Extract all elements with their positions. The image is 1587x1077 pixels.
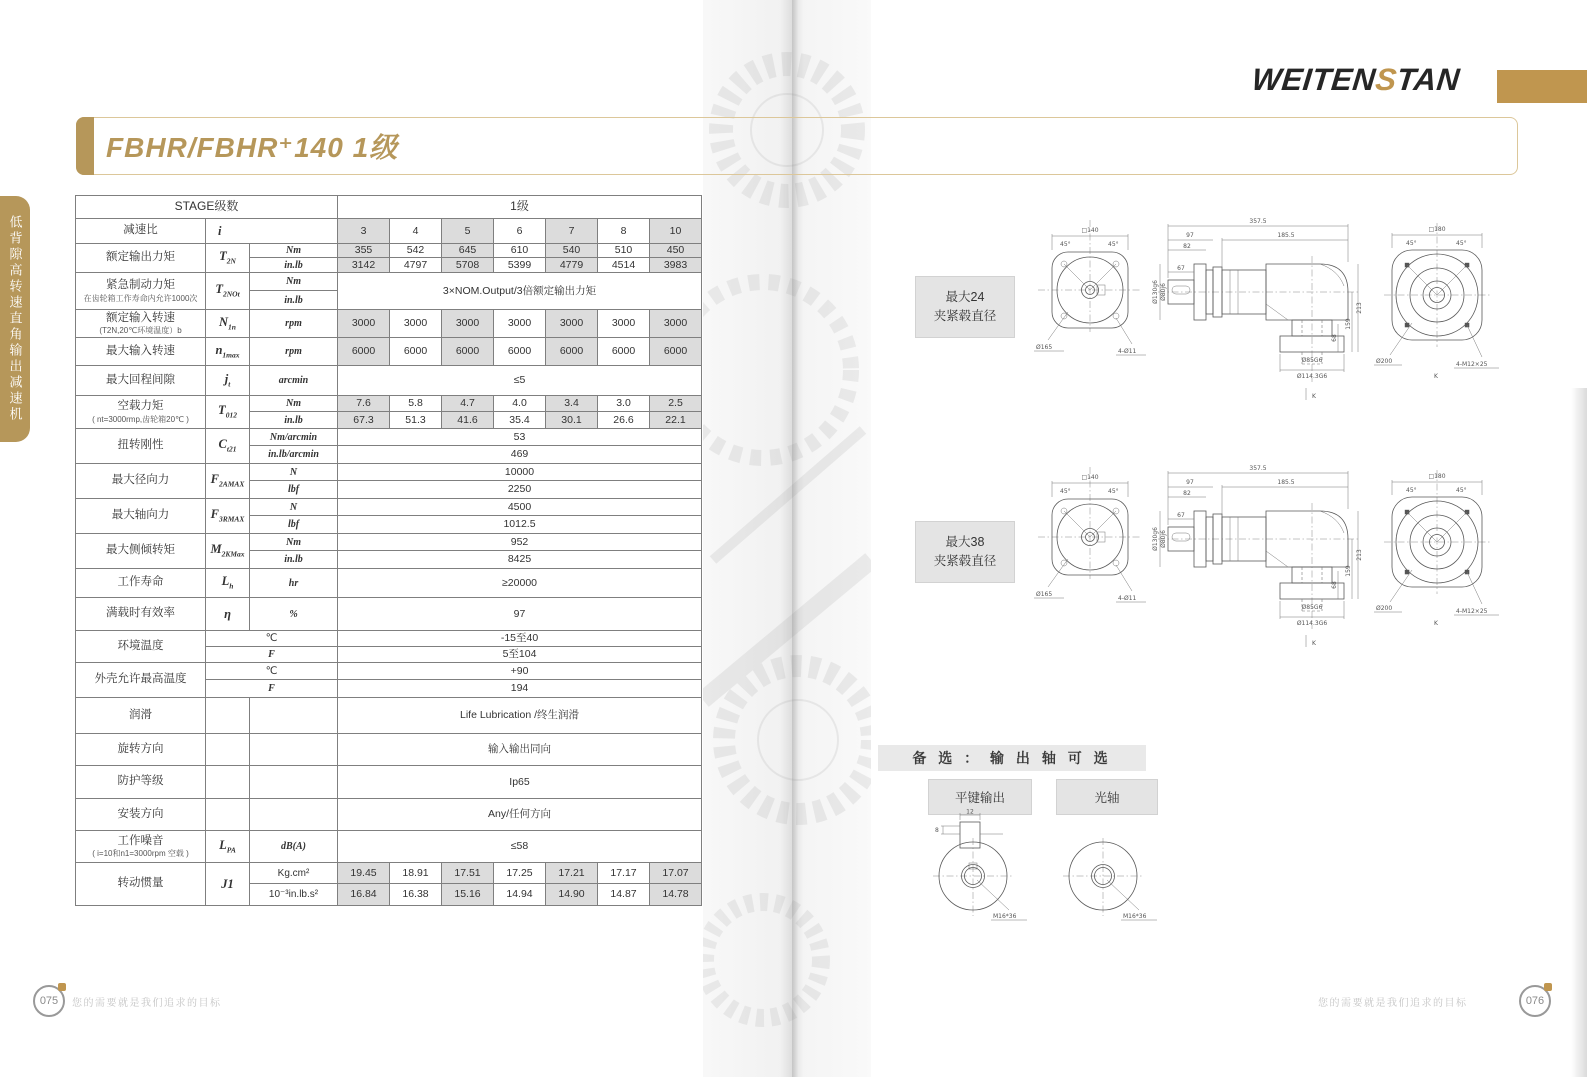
spec-cell: $N_{1n}$ xyxy=(206,310,250,338)
technical-drawing xyxy=(915,808,1030,926)
spec-cell: 3000 xyxy=(390,310,442,338)
spec-cell: 4 xyxy=(390,219,442,244)
spec-cell: 防护等级 xyxy=(76,766,206,799)
svg-text:K: K xyxy=(1434,620,1438,626)
spec-cell: 最大轴向力 xyxy=(76,499,206,534)
spec-cell: in.lb xyxy=(250,412,338,429)
spec-table xyxy=(75,195,702,906)
spec-cell: 减速比 xyxy=(76,219,206,244)
spec-cell: 4.0 xyxy=(494,396,546,412)
spec-cell: 旋转方向 xyxy=(76,734,206,766)
options-header: 备 选 ： 输 出 轴 可 选 xyxy=(878,745,1146,771)
spec-cell: 2250 xyxy=(338,481,702,499)
svg-text:45°: 45° xyxy=(1456,487,1467,494)
spec-cell: 转动惯量 xyxy=(76,863,206,906)
spec-cell: $j_t$ xyxy=(206,366,250,396)
spec-cell: 22.1 xyxy=(650,412,702,429)
svg-text:Ø85G6: Ø85G6 xyxy=(1301,604,1323,611)
option-keyed-shaft: 平键输出 xyxy=(928,779,1032,815)
spec-cell: 扭转刚性 xyxy=(76,429,206,464)
spec-cell: rpm xyxy=(250,338,338,366)
spec-cell: 17.07 xyxy=(650,863,702,884)
svg-text:Ø165: Ø165 xyxy=(1036,344,1053,351)
spec-cell: -15至40 xyxy=(338,631,702,647)
spec-cell: 3000 xyxy=(546,310,598,338)
spec-cell: 952 xyxy=(338,534,702,551)
svg-text:4-M12×25: 4-M12×25 xyxy=(1456,608,1488,615)
spec-cell: ℃ xyxy=(206,663,338,680)
spec-cell xyxy=(250,734,338,766)
spec-cell: 10⁻³in.lb.s² xyxy=(250,884,338,906)
brand-logo-pre: WEITEN xyxy=(1250,62,1378,97)
clamp-label-24-line1: 最大24 xyxy=(945,290,985,305)
spec-cell: ≤5 xyxy=(338,366,702,396)
spec-cell: 17.21 xyxy=(546,863,598,884)
svg-text:45°: 45° xyxy=(1060,488,1071,495)
spec-cell: 3142 xyxy=(338,258,390,273)
page-title: FBHR/FBHR⁺140 1级 xyxy=(106,132,399,163)
spec-cell: $C_{t21}$ xyxy=(206,429,250,464)
spec-cell: $T_{2NOt}$ xyxy=(206,273,250,310)
spec-cell: 2.5 xyxy=(650,396,702,412)
spec-cell: 紧急制动力矩 在齿轮箱工作寿命内允许1000次 xyxy=(76,273,206,310)
spec-cell: $T_{2N}$ xyxy=(206,244,250,273)
spec-cell: 6000 xyxy=(546,338,598,366)
spec-cell: 3.4 xyxy=(546,396,598,412)
spec-cell: Nm xyxy=(250,534,338,551)
spec-cell: Nm xyxy=(250,273,338,291)
svg-text:45°: 45° xyxy=(1108,488,1119,495)
spec-cell: rpm xyxy=(250,310,338,338)
svg-text:68: 68 xyxy=(1331,581,1338,589)
svg-text:45°: 45° xyxy=(1406,487,1417,494)
output-flange-drawing-1 xyxy=(1372,215,1502,384)
spec-cell: η xyxy=(206,598,250,631)
spec-cell: Nm xyxy=(250,396,338,412)
page-number-right: 076 xyxy=(1519,985,1551,1017)
spec-cell: $L_{PA}$ xyxy=(206,831,250,863)
spec-cell: $M_{2KMax}$ xyxy=(206,534,250,569)
spec-cell: J1 xyxy=(206,863,250,906)
svg-text:Ø130g6: Ø130g6 xyxy=(1152,280,1159,304)
spec-cell: 19.45 xyxy=(338,863,390,884)
spec-cell: 8425 xyxy=(338,551,702,569)
spec-cell: 8 xyxy=(598,219,650,244)
spec-cell: 17.25 xyxy=(494,863,546,884)
spec-cell: 17.51 xyxy=(442,863,494,884)
spec-cell: 满载时有效率 xyxy=(76,598,206,631)
spec-cell: 7.6 xyxy=(338,396,390,412)
svg-text:Ø114.3G6: Ø114.3G6 xyxy=(1296,373,1328,380)
spec-cell: 工作噪音 ( i=10和n1=3000rpm 空载 ) xyxy=(76,831,206,863)
spec-cell: in.lb xyxy=(250,258,338,273)
spec-cell: hr xyxy=(250,569,338,598)
svg-text:357.5: 357.5 xyxy=(1249,218,1267,225)
spec-cell: 35.4 xyxy=(494,412,546,429)
spec-cell: 540 xyxy=(546,244,598,258)
spec-cell xyxy=(250,799,338,831)
spec-cell: F xyxy=(206,647,338,663)
spec-cell: 输入输出同向 xyxy=(338,734,702,766)
spec-cell: 额定输入转速 (T2N,20℃环境温度）b xyxy=(76,310,206,338)
svg-text:K: K xyxy=(1434,373,1438,379)
spec-cell: 最大回程间隙 xyxy=(76,366,206,396)
spec-cell: 空载力矩 ( nt=3000rmp,齿轮箱20℃ ) xyxy=(76,396,206,429)
spec-cell: 97 xyxy=(338,598,702,631)
spec-cell: 3 xyxy=(338,219,390,244)
technical-drawing xyxy=(1030,212,1150,362)
page-number-left: 075 xyxy=(33,985,65,1017)
svg-text:159: 159 xyxy=(1345,565,1352,577)
brand-logo-gold-letter: S xyxy=(1373,62,1399,97)
svg-text:185.5: 185.5 xyxy=(1277,232,1295,239)
svg-text:4-M12×25: 4-M12×25 xyxy=(1456,361,1488,368)
clamp-label-24-line2: 夹紧毂直径 xyxy=(933,309,997,323)
spec-cell: $F_{3RMAX}$ xyxy=(206,499,250,534)
spec-cell: 3.0 xyxy=(598,396,650,412)
svg-text:8: 8 xyxy=(935,827,939,834)
footer-slogan-left: 您的需要就是我们追求的目标 xyxy=(72,998,222,1009)
clamp-label-24 xyxy=(915,276,1015,338)
spec-cell: 14.94 xyxy=(494,884,546,906)
spec-cell: 最大侧倾转矩 xyxy=(76,534,206,569)
spec-cell: 542 xyxy=(390,244,442,258)
spec-cell: +90 xyxy=(338,663,702,680)
spec-cell: 5399 xyxy=(494,258,546,273)
spec-cell: 6000 xyxy=(650,338,702,366)
spec-cell: 30.1 xyxy=(546,412,598,429)
svg-text:67: 67 xyxy=(1177,512,1185,519)
spec-cell: 6 xyxy=(494,219,546,244)
spec-cell: 6000 xyxy=(598,338,650,366)
svg-text:213: 213 xyxy=(1356,302,1363,314)
page-edge-shadow xyxy=(1571,388,1587,1077)
spec-cell: 67.3 xyxy=(338,412,390,429)
spec-cell: N xyxy=(250,464,338,481)
spec-cell: 194 xyxy=(338,680,702,698)
plain-shaft-drawing xyxy=(1045,808,1160,931)
spec-cell: $F_{2AMAX}$ xyxy=(206,464,250,499)
svg-text:Ø80j6: Ø80j6 xyxy=(1160,283,1167,301)
spec-cell: Kg.cm² xyxy=(250,863,338,884)
spec-cell: ℃ xyxy=(206,631,338,647)
spec-cell: 6000 xyxy=(442,338,494,366)
spec-cell: $T_{012}$ xyxy=(206,396,250,429)
spec-cell: 510 xyxy=(598,244,650,258)
svg-text:357.5: 357.5 xyxy=(1249,465,1267,472)
svg-text:□140: □140 xyxy=(1081,227,1099,234)
svg-text:Ø85G6: Ø85G6 xyxy=(1301,357,1323,364)
spec-cell: 15.16 xyxy=(442,884,494,906)
spec-cell: 4779 xyxy=(546,258,598,273)
svg-text:159: 159 xyxy=(1345,318,1352,330)
spec-cell: arcmin xyxy=(250,366,338,396)
spec-cell: lbf xyxy=(250,516,338,534)
svg-text:4-Ø11: 4-Ø11 xyxy=(1118,595,1137,602)
spec-cell: 3000 xyxy=(650,310,702,338)
spec-cell: 4514 xyxy=(598,258,650,273)
spec-cell: STAGE级数 xyxy=(76,196,338,219)
spec-cell: 450 xyxy=(650,244,702,258)
spec-cell: N xyxy=(250,499,338,516)
svg-text:Ø80j6: Ø80j6 xyxy=(1160,530,1167,548)
spec-cell: $L_h$ xyxy=(206,569,250,598)
spec-cell: 3000 xyxy=(598,310,650,338)
side-category-tab-label: 低背隙高转速直角输出减速机 xyxy=(7,215,23,423)
svg-text:45°: 45° xyxy=(1108,241,1119,248)
spec-cell: 5.8 xyxy=(390,396,442,412)
page-dot-right xyxy=(1544,983,1552,991)
spec-cell: 6000 xyxy=(338,338,390,366)
svg-text:□140: □140 xyxy=(1081,474,1099,481)
spec-cell: 1级 xyxy=(338,196,702,219)
svg-text:M16*36: M16*36 xyxy=(1123,913,1147,920)
svg-text:45°: 45° xyxy=(1060,241,1071,248)
technical-drawing xyxy=(1152,212,1364,407)
spec-cell: 6000 xyxy=(494,338,546,366)
svg-text:185.5: 185.5 xyxy=(1277,479,1295,486)
spec-cell: dB(A) xyxy=(250,831,338,863)
technical-drawing xyxy=(1372,462,1502,626)
spec-cell: in.lb xyxy=(250,551,338,569)
spec-cell: 26.6 xyxy=(598,412,650,429)
side-view-drawing-1 xyxy=(1152,212,1364,412)
spec-cell: 6000 xyxy=(390,338,442,366)
spec-cell: 41.6 xyxy=(442,412,494,429)
svg-text:67: 67 xyxy=(1177,265,1185,272)
front-flange-drawing-2 xyxy=(1030,459,1150,614)
spec-cell: 469 xyxy=(338,446,702,464)
spec-cell: 53 xyxy=(338,429,702,446)
spec-cell: 355 xyxy=(338,244,390,258)
spec-cell: 4.7 xyxy=(442,396,494,412)
svg-text:213: 213 xyxy=(1356,549,1363,561)
svg-text:82: 82 xyxy=(1183,243,1191,250)
spec-cell: Life Lubrication /终生润滑 xyxy=(338,698,702,734)
spec-cell: 最大输入转速 xyxy=(76,338,206,366)
svg-text:82: 82 xyxy=(1183,490,1191,497)
spec-cell: 16.38 xyxy=(390,884,442,906)
spec-cell: 3000 xyxy=(494,310,546,338)
spec-cell: 3000 xyxy=(338,310,390,338)
svg-text:K: K xyxy=(1312,640,1316,647)
keyed-shaft-drawing xyxy=(915,808,1030,931)
svg-text:K: K xyxy=(1312,393,1316,400)
spec-cell: 10 xyxy=(650,219,702,244)
spec-cell: 7 xyxy=(546,219,598,244)
spec-cell: 16.84 xyxy=(338,884,390,906)
spec-cell xyxy=(250,766,338,799)
spec-cell: in.lb xyxy=(250,291,338,310)
svg-text:45°: 45° xyxy=(1406,240,1417,247)
spec-cell: Nm xyxy=(250,244,338,258)
spec-cell: in.lb/arcmin xyxy=(250,446,338,464)
spec-cell: 4797 xyxy=(390,258,442,273)
spec-cell: 环境温度 xyxy=(76,631,206,663)
spec-cell xyxy=(206,734,250,766)
spec-cell: 5 xyxy=(442,219,494,244)
spec-table-container xyxy=(75,195,702,906)
page-dot-left xyxy=(58,983,66,991)
spec-cell: lbf xyxy=(250,481,338,499)
svg-text:Ø130g6: Ø130g6 xyxy=(1152,527,1159,551)
spec-cell: 1012.5 xyxy=(338,516,702,534)
side-view-drawing-2 xyxy=(1152,459,1364,659)
svg-text:M16*36: M16*36 xyxy=(993,913,1017,920)
spec-cell: % xyxy=(250,598,338,631)
spec-cell: 17.17 xyxy=(598,863,650,884)
svg-text:12: 12 xyxy=(966,808,974,816)
spec-cell: 14.87 xyxy=(598,884,650,906)
output-flange-drawing-2 xyxy=(1372,462,1502,631)
spec-cell: Any/任何方向 xyxy=(338,799,702,831)
clamp-label-38 xyxy=(915,521,1015,583)
spec-cell xyxy=(206,766,250,799)
spec-cell: 14.78 xyxy=(650,884,702,906)
brand-logo-post: TAN xyxy=(1394,62,1462,97)
title-gold-tab xyxy=(76,117,94,175)
spec-cell: 安装方向 xyxy=(76,799,206,831)
front-flange-drawing-1 xyxy=(1030,212,1150,367)
spec-cell xyxy=(250,698,338,734)
technical-drawing xyxy=(1045,808,1160,926)
brand-logo xyxy=(1250,62,1461,98)
svg-text:68: 68 xyxy=(1331,334,1338,342)
spec-cell: Nm/arcmin xyxy=(250,429,338,446)
spec-cell xyxy=(206,698,250,734)
svg-text:Ø114.3G6: Ø114.3G6 xyxy=(1296,620,1328,627)
svg-text:Ø200: Ø200 xyxy=(1376,358,1393,365)
option-plain-shaft: 光轴 xyxy=(1056,779,1158,815)
spec-cell: 工作寿命 xyxy=(76,569,206,598)
spec-cell: 3×NOM.Output/3倍额定输出力矩 xyxy=(338,273,702,310)
spec-cell: $n_{1max}$ xyxy=(206,338,250,366)
header-gold-block xyxy=(1497,70,1587,103)
spec-cell: 5708 xyxy=(442,258,494,273)
spec-cell: 额定输出力矩 xyxy=(76,244,206,273)
spec-cell: Ip65 xyxy=(338,766,702,799)
svg-text:□180: □180 xyxy=(1428,226,1446,233)
spec-cell: 外壳允许最高温度 xyxy=(76,663,206,698)
spec-cell: 3983 xyxy=(650,258,702,273)
svg-text:Ø165: Ø165 xyxy=(1036,591,1053,598)
spec-cell: ≤58 xyxy=(338,831,702,863)
svg-text:97: 97 xyxy=(1186,479,1194,486)
spec-cell: 5至104 xyxy=(338,647,702,663)
spec-cell: 14.90 xyxy=(546,884,598,906)
technical-drawing xyxy=(1152,459,1364,654)
spec-cell: i xyxy=(206,219,338,244)
technical-drawing xyxy=(1372,215,1502,379)
technical-drawing xyxy=(1030,459,1150,609)
spec-cell: 润滑 xyxy=(76,698,206,734)
spec-cell: 最大径向力 xyxy=(76,464,206,499)
spec-cell: 10000 xyxy=(338,464,702,481)
svg-text:□180: □180 xyxy=(1428,473,1446,480)
svg-text:97: 97 xyxy=(1186,232,1194,239)
spec-cell: 18.91 xyxy=(390,863,442,884)
svg-text:45°: 45° xyxy=(1456,240,1467,247)
side-category-tab xyxy=(0,196,30,442)
clamp-label-38-line2: 夹紧毂直径 xyxy=(933,554,997,568)
spec-cell: F xyxy=(206,680,338,698)
spec-cell: 3000 xyxy=(442,310,494,338)
svg-text:Ø200: Ø200 xyxy=(1376,605,1393,612)
spec-cell: ≥20000 xyxy=(338,569,702,598)
spec-cell: 4500 xyxy=(338,499,702,516)
clamp-label-38-line1: 最大38 xyxy=(945,535,985,550)
spec-cell: 645 xyxy=(442,244,494,258)
spec-cell: 610 xyxy=(494,244,546,258)
spec-cell: 51.3 xyxy=(390,412,442,429)
footer-slogan-right: 您的需要就是我们追求的目标 xyxy=(1318,998,1468,1009)
svg-text:4-Ø11: 4-Ø11 xyxy=(1118,348,1137,355)
spec-cell xyxy=(206,799,250,831)
